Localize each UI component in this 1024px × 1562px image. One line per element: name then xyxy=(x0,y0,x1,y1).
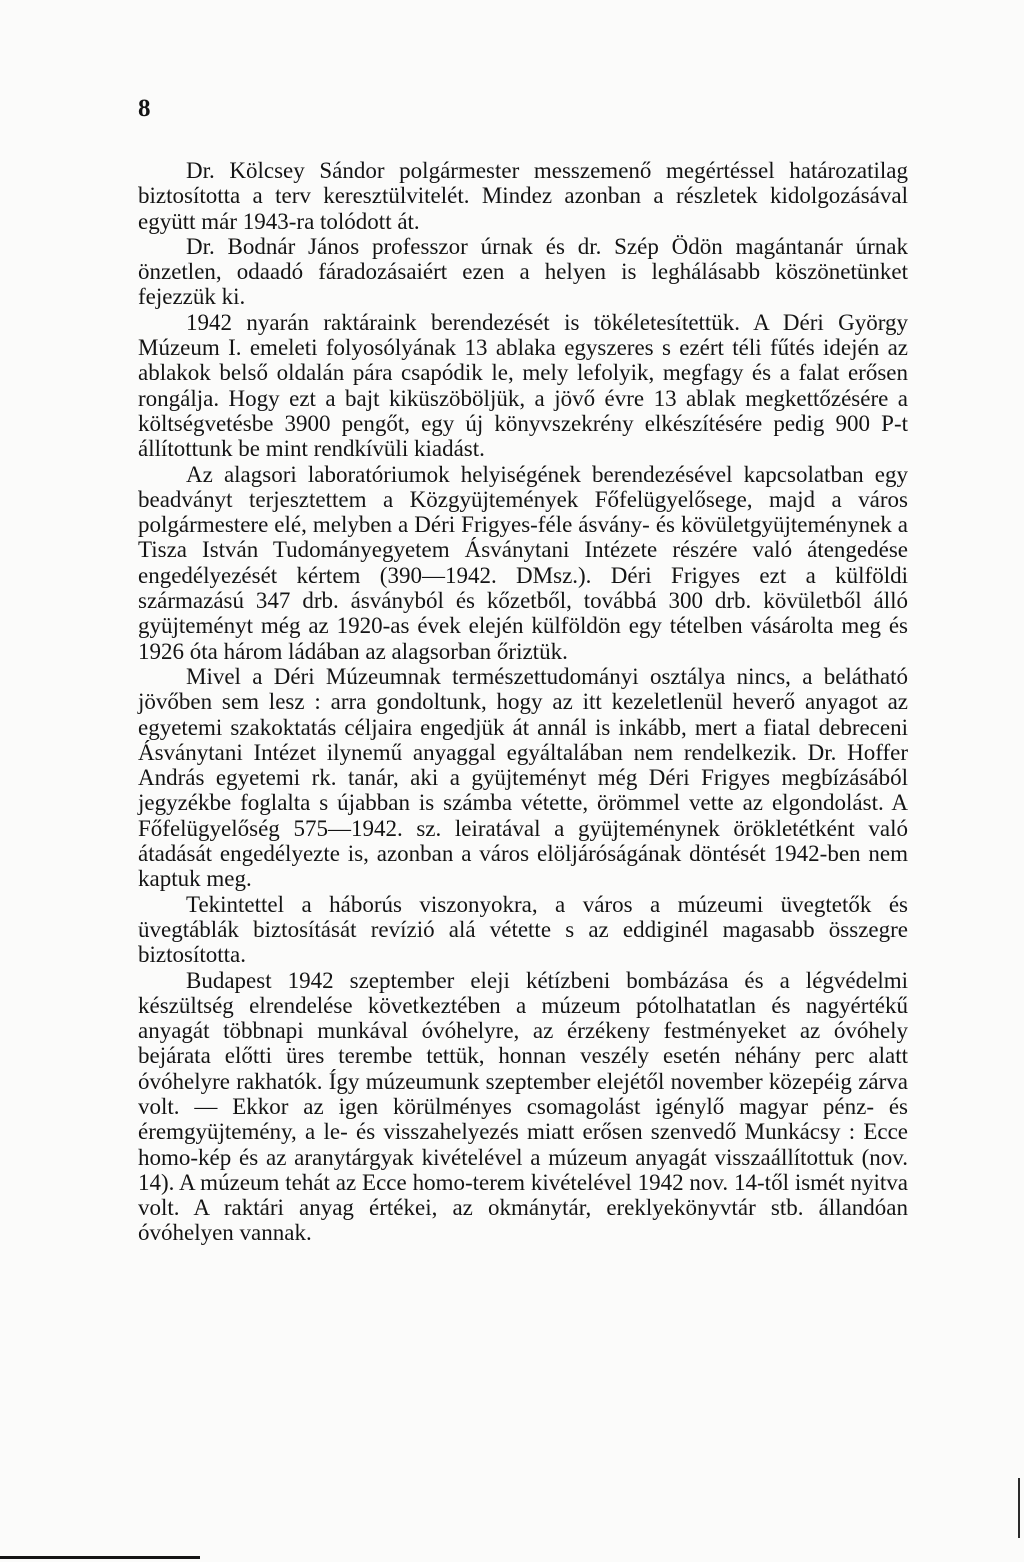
paragraph-2: Dr. Bodnár János professzor úrnak és dr. Szép Ödön magántanár úrnak önzetlen, odaadó fáradozásaiért ezen a helyen is leghálásabb köszönetünket fejezzük ki. xyxy=(138,233,908,310)
body-text xyxy=(138,158,908,1246)
page-number: 8 xyxy=(138,95,151,122)
paragraph-7: Budapest 1942 szeptember eleji kétízbeni bombázása és a légvédelmi készültség elrendelése következtében a múzeum pótolhatatlan és nagyértékű anyagát többnapi munkával óvóhelyre, az érzékeny festményeket az óvóhely bejárata előtti üres terembe tettük, honnan veszély esetén néhány perc alatt óvóhelyre rakhatók. Így múzeumunk szeptember elejétől november közepéig zárva volt. — Ekkor az igen körülményes csomagolást igénylő magyar pénz- és éremgyüjtemény, a le- és visszahelyezés miatt erősen szenvedő Munkácsy : Ecce homo-kép és az aranytárgyak kivételével a múzeum anyagát visszaállítottuk (nov. 14). A múzeum tehát az Ecce homo-terem kivételével 1942 nov. 14-től ismét nyitva volt. A raktári anyag értékei, az okmánytár, ereklyekönyvtár stb. állandóan óvóhelyen vannak. xyxy=(138,967,908,1246)
paragraph-6: Tekintettel a háborús viszonyokra, a város a múzeumi üvegtetők és üvegtáblák biztosítását revízió alá vétette s az eddiginél magasabb összegre biztosította. xyxy=(138,891,908,968)
paragraph-1: Dr. Kölcsey Sándor polgármester messzemenő megértéssel határozatilag biztosította a terv keresztülvitelét. Mindez azonban a részletek kidolgozásával együtt már 1943-ra tolódott át. xyxy=(138,158,908,234)
edge-mark xyxy=(1018,1478,1020,1538)
bottom-rule xyxy=(0,1556,200,1559)
paragraph-5: Mivel a Déri Múzeumnak természettudományi osztálya nincs, a belátható jövőben sem lesz : arra gondoltunk, hogy az itt kezeletlenül heverő anyagot az egyetemi szakoktatás céljaira engedjük át annál is inkább, mert a fiatal debreceni Ásványtani Intézet ilynemű anyaggal egyáltalában nem rendelkezik. Dr. Hoffer András egyetemi rk. tanár, aki a gyüjteményt még Déri Frigyes megbízásából jegyzékbe foglalta s újabban is számba vétette, örömmel vette az elgondolást. A Főfelügyelőség 575—1942. sz. leiratával a gyüjteménynek örökletétként való átadását engedélyezte is, azonban a város elöljáróságának döntését 1942-ben nem kaptuk meg. xyxy=(138,663,908,892)
paragraph-3: 1942 nyarán raktáraink berendezését is tökéletesítettük. A Déri György Múzeum I. emeleti folyosólyának 13 ablaka egyszeres s ezért téli fűtés idején az ablakok belső oldalán pára csapódik le, mely lefolyik, megfagy és a falat erősen rongálja. Hogy ezt a bajt kiküszöböljük, a jövő évre 13 ablak megkettőzésére a költségvetésbe 3900 pengőt, egy új könyvszekrény elkészítésére pedig 900 P-t állítottunk be mint rendkívüli kiadást. xyxy=(138,309,908,462)
paragraph-4: Az alagsori laboratóriumok helyiségének berendezésével kapcsolatban egy beadványt terjesztettem a Közgyüjtemények Főfelügyelősege, majd a város polgármestere elé, melyben a Déri Frigyes-féle ásvány- és kövületgyüjteménynek a Tisza István Tudományegyetem Ásványtani Intézete részére való átengedése engedélyezését kértem (390—1942. DMsz.). Déri Frigyes ezt a külföldi származású 347 drb. ásványból és kőzetből, továbbá 300 drb. kövületből álló gyüjteményt még az 1920-as évek elején külföldön egy tételben vásárolta meg és 1926 óta három ládában az alagsorban őriztük. xyxy=(138,461,908,664)
